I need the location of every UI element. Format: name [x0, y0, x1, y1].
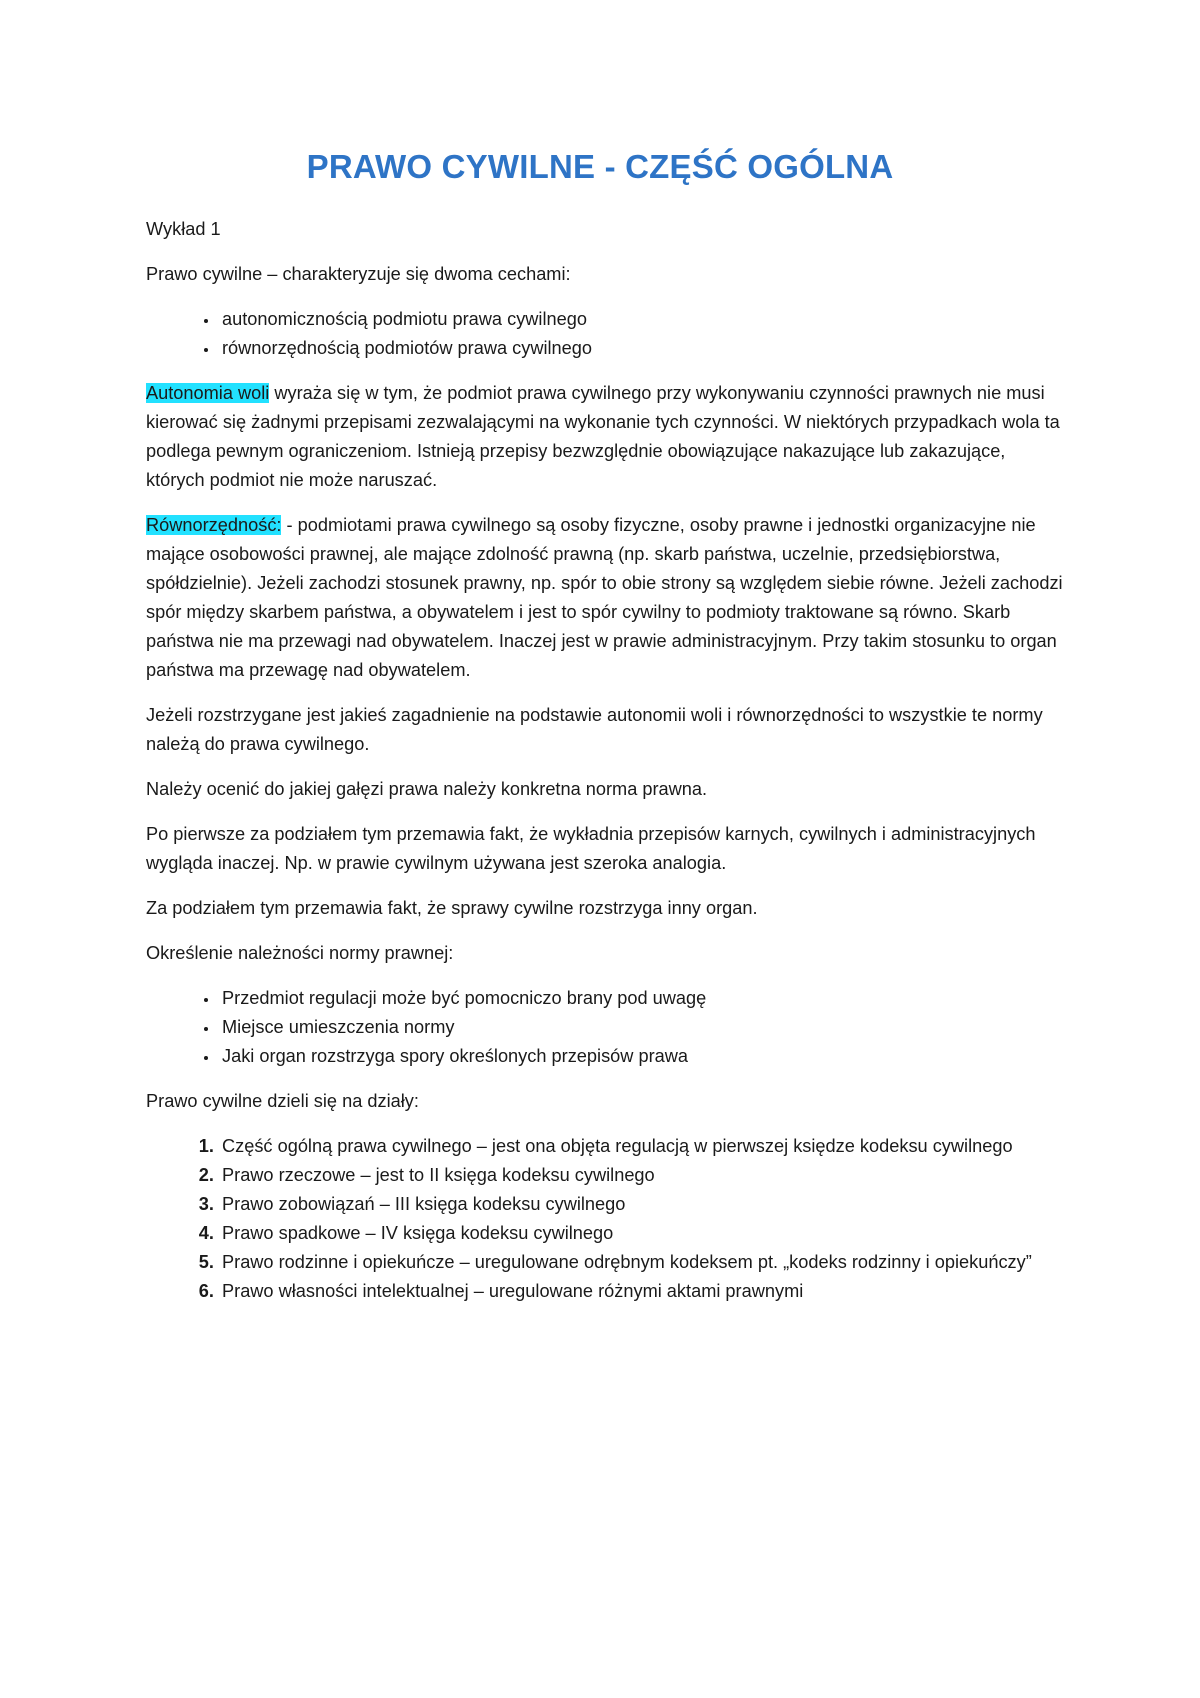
list-item: • Jaki organ rozstrzyga spory określonych przepisów prawa — [219, 1042, 1066, 1071]
paragraph: Określenie należności normy prawnej: — [146, 943, 454, 963]
features-list — [146, 305, 1066, 363]
autonomy-paragraph — [146, 379, 1066, 495]
list-item: 4. Prawo spadkowe – IV księga kodeksu cywilnego — [219, 1219, 1066, 1248]
intro-paragraph: Prawo cywilne – charakteryzuje się dwoma cechami: — [146, 264, 571, 284]
list-item: 2. Prawo rzeczowe – jest to II księga kodeksu cywilnego — [219, 1161, 1066, 1190]
document-body — [146, 215, 1066, 1322]
highlighted-term: Autonomia woli — [146, 383, 270, 403]
paragraph: Jeżeli rozstrzygane jest jakieś zagadnienie na podstawie autonomii woli i równorzędności to wszystkie te normy należą do prawa cywilnego. — [146, 705, 1043, 754]
divisions-list — [146, 1132, 1066, 1306]
equality-paragraph — [146, 511, 1066, 685]
list-item: • Miejsce umieszczenia normy — [219, 1013, 1066, 1042]
divisions-intro: Prawo cywilne dzieli się na działy: — [146, 1091, 419, 1111]
highlighted-term: Równorzędność: — [146, 515, 282, 535]
list-item: 5. Prawo rodzinne i opiekuńcze – uregulowane odrębnym kodeksem pt. „kodeks rodzinny i opiekuńczy” — [219, 1248, 1066, 1277]
paragraph: Należy ocenić do jakiej gałęzi prawa należy konkretna norma prawna. — [146, 779, 708, 799]
list-item: • Przedmiot regulacji może być pomocniczo brany pod uwagę — [219, 984, 1066, 1013]
document-title: PRAWO CYWILNE - CZĘŚĆ OGÓLNA — [306, 148, 894, 185]
autonomy-text: wyraża się w tym, że podmiot prawa cywilnego przy wykonywaniu czynności prawnych nie musi kierować się żadnymi przepisami zezwalającymi na wykonanie tych czynności. W niektórych przypadkach wola ta podlega pewnym ograniczeniom. Istnieją przepisy bezwzględnie obowiązujące nakazujące lub zakazujące, których podmiot nie może naruszać. — [146, 383, 1060, 490]
list-item: 6. Prawo własności intelektualnej – uregulowane różnymi aktami prawnymi — [219, 1277, 1066, 1306]
list-item: • autonomicznością podmiotu prawa cywilnego — [219, 305, 1066, 334]
equality-text: - podmiotami prawa cywilnego są osoby fizyczne, osoby prawne i jednostki organizacyjne nie mające osobowości prawnej, ale mające zdolność prawną (np. skarb państwa, uczelnie, przedsiębiorstwa, spółdzielnie). Jeżeli zachodzi stosunek prawny, np. spór to obie strony są względem siebie równe. Jeżeli zachodzi spór między skarbem państwa, a obywatelem i jest to spór cywilny to podmioty traktowane są równo. Skarb państwa nie ma przewagi nad obywatelem. Inaczej jest w prawie administracyjnym. Przy takim stosunku to organ państwa ma przewagę nad obywatelem. — [146, 515, 1063, 680]
lecture-label: Wykład 1 — [146, 219, 221, 239]
list-item: 1. Część ogólną prawa cywilnego – jest ona objęta regulacją w pierwszej księdze kodeksu cywilnego — [219, 1132, 1066, 1161]
paragraph: Po pierwsze za podziałem tym przemawia fakt, że wykładnia przepisów karnych, cywilnych i administracyjnych wygląda inaczej. Np. w prawie cywilnym używana jest szeroka analogia. — [146, 824, 1036, 873]
list-item: • równorzędnością podmiotów prawa cywilnego — [219, 334, 1066, 363]
list-item: 3. Prawo zobowiązań – III księga kodeksu cywilnego — [219, 1190, 1066, 1219]
criteria-list — [146, 984, 1066, 1071]
paragraph: Za podziałem tym przemawia fakt, że sprawy cywilne rozstrzyga inny organ. — [146, 898, 758, 918]
